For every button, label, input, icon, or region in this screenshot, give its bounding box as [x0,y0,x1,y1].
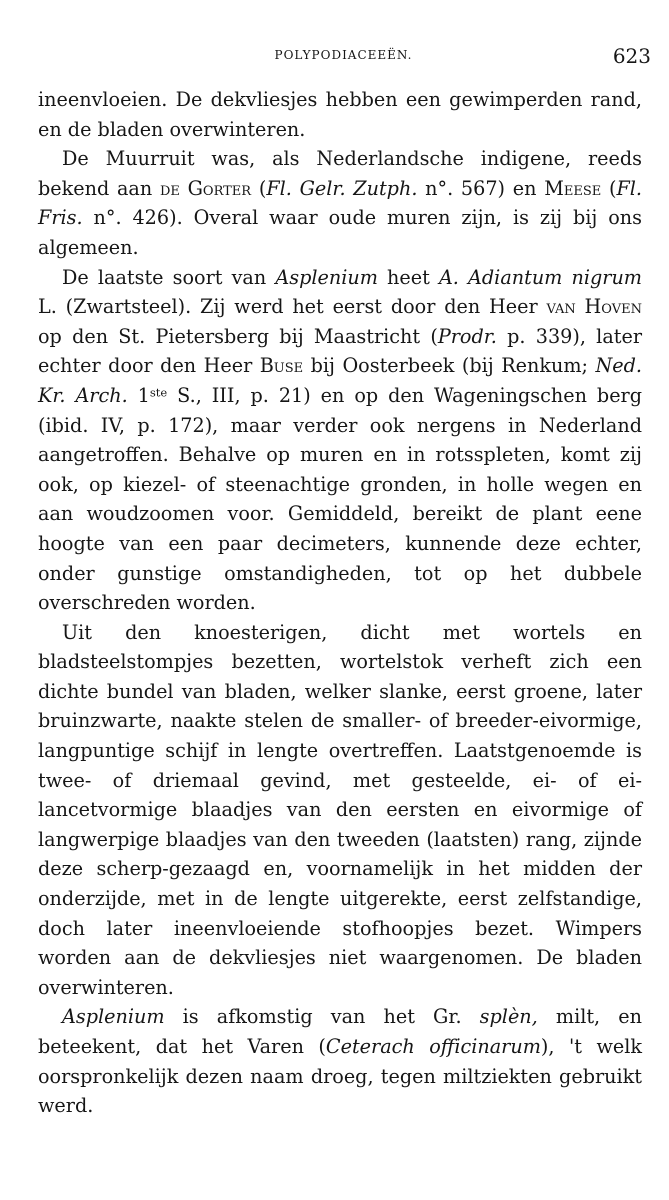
text-run: ), 't welk oorspronkelijk dezen naam droeg, tegen miltziekten gebruikt werd. [38,1035,643,1118]
author-name: de Gorter [159,176,252,200]
text-run: 1 [127,383,150,407]
text-run: is afkomstig van het Gr. [164,1005,480,1029]
text-run: p. 339), later echter door den Heer [38,324,642,378]
taxon-name: Asplenium [275,265,378,289]
text-run: milt, en beteekent, dat het Varen ( [38,1005,642,1058]
text-run: De Muurruit was, als Nederlandsche indigene, reeds bekend aan [38,147,642,200]
citation-title: Prodr. [437,324,497,348]
author-name: van Hoven [546,295,642,319]
text-run: op den St. Pietersberg bij Maastricht ( [38,324,438,348]
text-run: ineenvloeien. De dekvliesjes hebben een gewimperden rand, en de bladen overwinteren. [38,88,642,141]
page-number: 623 [612,44,651,68]
text-run: ( [601,176,617,200]
paragraph-1 [38,85,642,144]
citation-title: Fl. Gelr. Zutph. [266,176,418,200]
text-run: n°. 426). Overal waar oude muren zijn, is zij bij ons algemeen. [38,206,642,259]
page-header [36,42,651,70]
text-run: ( [251,176,267,200]
text-run: heet [377,265,439,289]
paragraph-2 [38,144,642,262]
text-run: bij Oosterbeek (bij Renkum; [303,354,596,378]
text-run: De laatste soort van [62,265,276,289]
author-name: Buse [259,354,304,378]
author-name: Meese [544,176,602,200]
citation-title: Ned. Kr. Arch. [38,354,642,407]
greek-word: splèn, [479,1005,538,1029]
text-run: S., III, p. 21) en op den Wageningschen berg (ibid. IV, p. 172), maar verder ook nergens in Nederland aangetroffen. Behalve op muren en in rotsspleten, komt zij ook, op kiezel- of steenachtige gronden, in holle wegen en aan woudzoomen voor. Gemiddeld, bereikt de plant eene hoogte van een paar decimeters, kunnende deze echter, onder gunstige omstandigheden, tot op het dubbele overschreden worden. [38,383,643,615]
text-run: n°. 567) en [417,176,545,200]
paragraph-5 [38,1002,642,1120]
ordinal-superscript: ste [149,385,168,400]
body-text [38,85,642,1121]
taxon-name: A. Adiantum nigrum [438,265,643,289]
taxon-name: Ceterach officinarum [325,1035,541,1058]
citation-title: Fl. Fris. [38,176,643,230]
text-run: Uit den knoesterigen, dicht met wortels en bladsteelstompjes bezetten, wortelstok verheft zich een dichte bundel van bladen, welker slanke, eerst groene, later bruinzwarte, naakte stelen de smaller- of breeder-eivormige, langpuntige schijf in lengte overtreffen. Laatstgenoemde is twee- of driemaal gevind, met gesteelde, ei- of ei-lancetvormige blaadjes van den eersten en eivormige of langwerpige blaadjes van den tweeden (laatsten) rang, zijnde deze scherp-gezaagd en, voornamelijk in het midden der onderzijde, met in de lengte uitgerekte, eerst zelfstandige, doch later ineenvloeiende stofhoopjes bezet. Wimpers worden aan de dekvliesjes niet waargenomen. De bladen overwinteren. [38,620,642,999]
paragraph-3 [38,263,642,618]
text-run: L. (Zwartsteel). Zij werd het eerst door den Heer [38,295,547,319]
running-head: POLYPODIACEEËN. [274,48,413,62]
paragraph-4 [38,618,642,1003]
taxon-name: Asplenium [62,1005,165,1029]
